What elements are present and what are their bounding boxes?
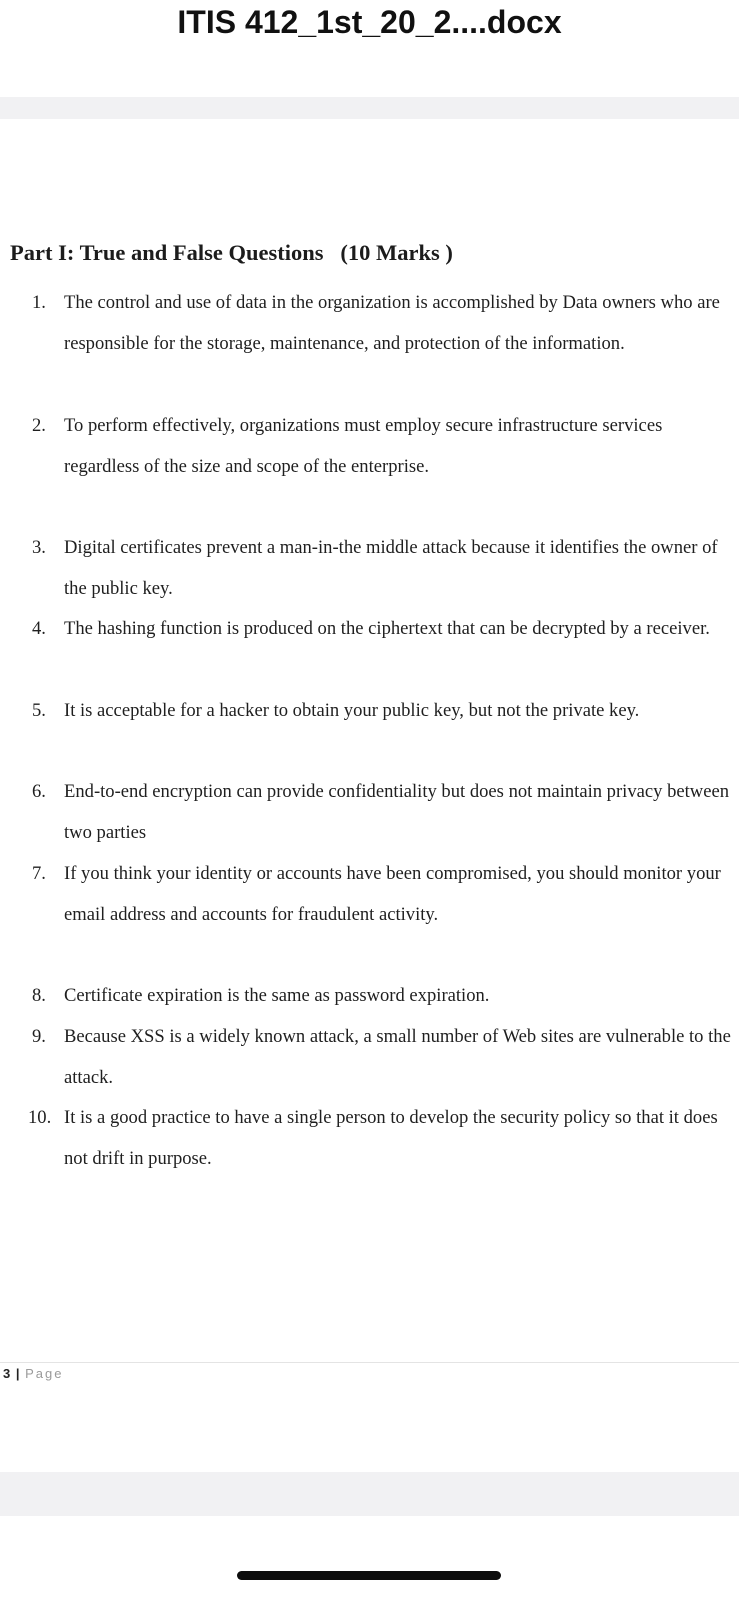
- question-number: 1.: [32, 292, 46, 313]
- question-number: 9.: [32, 1026, 46, 1047]
- question-number: 2.: [32, 415, 46, 436]
- home-indicator[interactable]: [237, 1571, 501, 1580]
- page-footer: [3, 1366, 64, 1381]
- document-title: ITIS 412_1st_20_2....docx: [177, 4, 562, 40]
- question-text: If you think your identity or accounts have been compromised, you should monitor your email address and accounts for fraudulent activity.: [64, 863, 721, 926]
- question-number: 3.: [32, 537, 46, 558]
- question-text: Digital certificates prevent a man-in-the middle attack because it identifies the owner of the public key.: [64, 537, 718, 600]
- question-text: The control and use of data in the organization is accomplished by Data owners who are responsible for the storage, maintenance, and protection of the information.: [64, 292, 720, 355]
- question-text: It is a good practice to have a single person to develop the security policy so that it does not drift in purpose.: [64, 1107, 718, 1170]
- question-number: 4.: [32, 618, 46, 639]
- page-gap: [0, 1472, 739, 1516]
- question-number: 6.: [32, 781, 46, 802]
- page-number: 3: [3, 1366, 11, 1381]
- page-separator: |: [15, 1366, 20, 1381]
- question-text: To perform effectively, organizations must employ secure infrastructure services regardless of the size and scope of the enterprise.: [64, 415, 663, 478]
- section-heading: Part I: True and False Questions (10 Marks ): [10, 240, 453, 265]
- question-number: 10.: [28, 1107, 52, 1128]
- question-number: 5.: [32, 700, 46, 721]
- question-text: Certificate expiration is the same as password expiration.: [64, 985, 490, 1006]
- question-number: 7.: [32, 863, 46, 884]
- page-label: Page: [25, 1366, 64, 1381]
- question-text: It is acceptable for a hacker to obtain your public key, but not the private key.: [64, 700, 640, 721]
- question-text: Because XSS is a widely known attack, a small number of Web sites are vulnerable to the attack.: [64, 1026, 731, 1089]
- question-number: 8.: [32, 985, 46, 1006]
- page-gap: [0, 97, 739, 119]
- question-text: The hashing function is produced on the ciphertext that can be decrypted by a receiver.: [64, 618, 710, 639]
- question-text: End-to-end encryption can provide confidentiality but does not maintain privacy between two parties: [64, 781, 730, 844]
- footer-divider: [0, 1362, 739, 1363]
